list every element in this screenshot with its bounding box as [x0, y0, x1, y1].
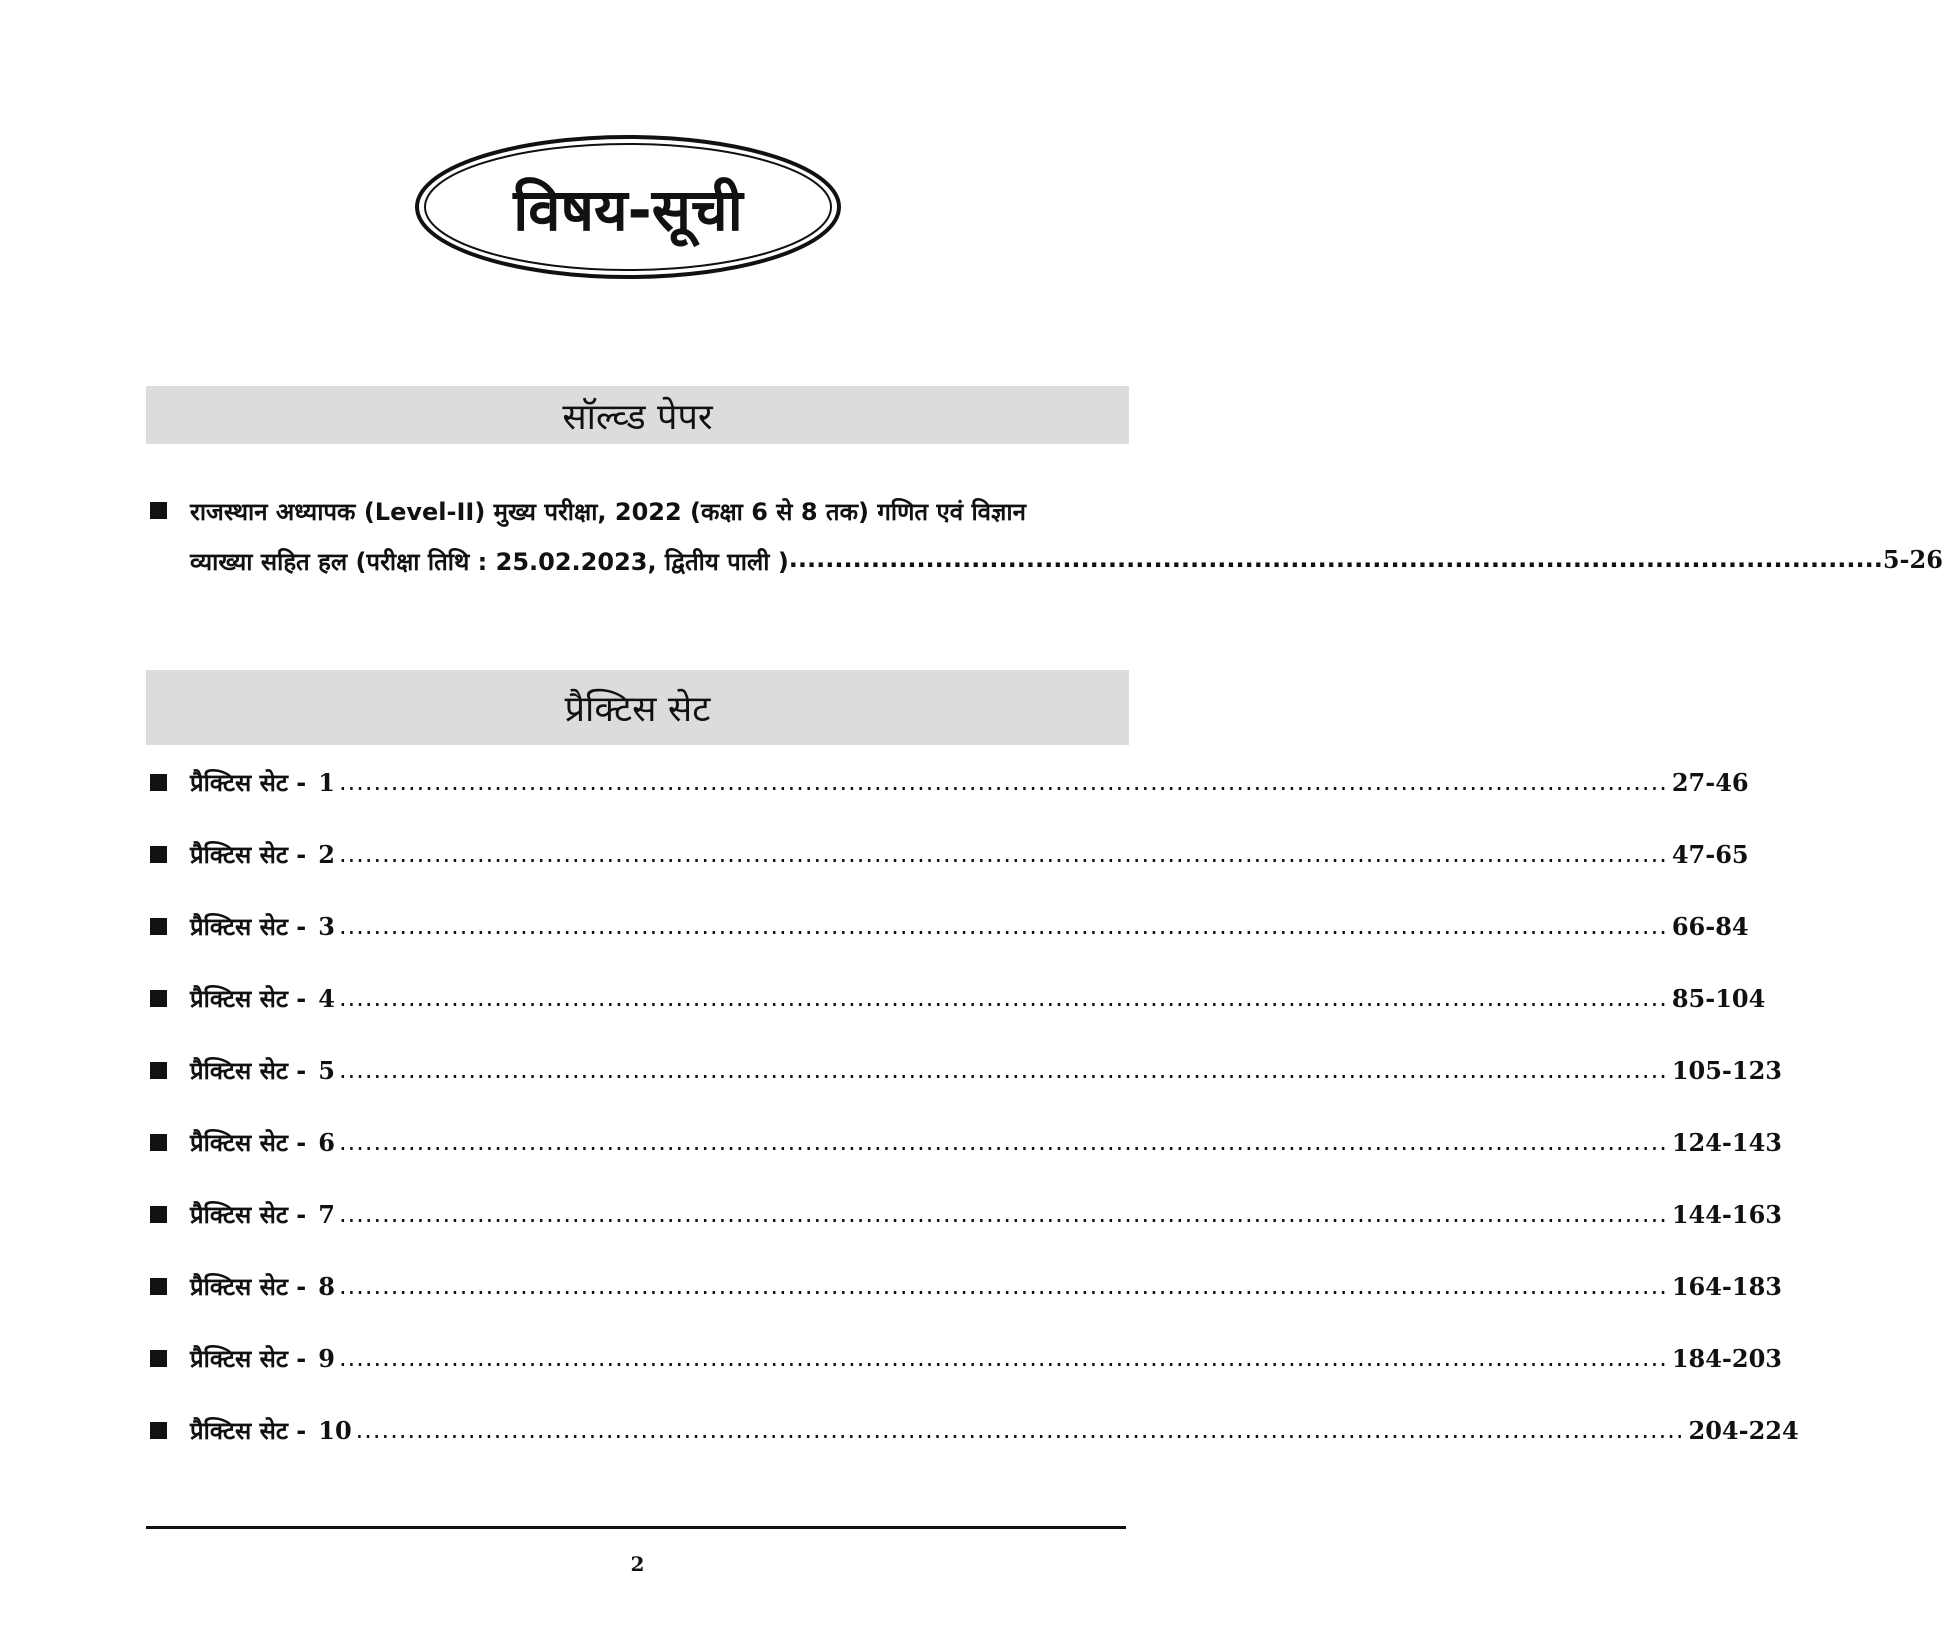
- toc-row-number: 3: [318, 911, 335, 941]
- toc-row-label: प्रैक्टिस सेट -: [190, 1344, 307, 1373]
- toc-row[interactable]: [150, 1338, 1782, 1378]
- bullet-icon: [150, 1278, 167, 1295]
- solved-entry-line-1: राजस्थान अध्यापक (Level-II) मुख्य परीक्षा, 2022 (कक्षा 6 से 8 तक) गणित एवं विज्ञान: [190, 498, 1026, 526]
- toc-row-label: प्रैक्टिस सेट -: [190, 1128, 307, 1157]
- toc-row-number: 8: [318, 1271, 335, 1301]
- toc-row-pages: 184-203: [1671, 1343, 1782, 1373]
- toc-row-label: प्रैक्टिस सेट -: [190, 1416, 307, 1445]
- title-oval: [413, 133, 843, 281]
- toc-row-number: 10: [318, 1415, 352, 1445]
- toc-row[interactable]: [150, 834, 1749, 874]
- bullet-icon: [150, 846, 167, 863]
- page-number: 2: [630, 1552, 645, 1576]
- bullet-icon: [150, 1134, 167, 1151]
- dot-leader: ..........................................................................................................................................................: [338, 1200, 1668, 1228]
- toc-row-label: प्रैक्टिस सेट -: [190, 1272, 307, 1301]
- toc-row[interactable]: [150, 1194, 1782, 1234]
- bullet-icon: [150, 1062, 167, 1079]
- bullet-icon: [150, 1422, 167, 1439]
- toc-row-pages: 47-65: [1671, 839, 1749, 869]
- dot-leader: ..........................................................................................................................................................: [338, 1344, 1668, 1372]
- solved-entry-line-2: [190, 545, 1943, 578]
- toc-row-pages: 85-104: [1671, 983, 1766, 1013]
- toc-row-pages: 27-46: [1671, 767, 1749, 797]
- toc-row[interactable]: [150, 978, 1766, 1018]
- toc-row-label: प्रैक्टिस सेट -: [190, 768, 307, 797]
- toc-row[interactable]: [150, 906, 1749, 946]
- toc-row-pages: 124-143: [1671, 1127, 1782, 1157]
- bullet-icon: [150, 918, 167, 935]
- toc-row-label: प्रैक्टिस सेट -: [190, 984, 307, 1013]
- dot-leader: ..........................................................................................................................................................: [338, 984, 1668, 1012]
- toc-row-pages: 144-163: [1671, 1199, 1782, 1229]
- toc-row[interactable]: [150, 1410, 1799, 1450]
- dot-leader: ..........................................................................................................................................................: [338, 912, 1668, 940]
- bullet-icon: [150, 502, 167, 519]
- solved-entry-pages: 5-26: [1882, 545, 1943, 574]
- toc-row-number: 2: [318, 839, 335, 869]
- toc-row[interactable]: [150, 762, 1749, 802]
- toc-row[interactable]: [150, 1122, 1782, 1162]
- dot-leader: ........................................................................................................................: [788, 545, 1883, 573]
- toc-row-number: 9: [318, 1343, 335, 1373]
- footer-divider: [146, 1526, 1126, 1529]
- toc-row-label: प्रैक्टिस सेट -: [190, 840, 307, 869]
- practice-set-heading: प्रैक्टिस सेट: [146, 670, 1129, 745]
- bullet-icon: [150, 1350, 167, 1367]
- solved-entry-text: व्याख्या सहित हल (परीक्षा तिथि : 25.02.2023, द्वितीय पाली ): [190, 548, 789, 576]
- bullet-icon: [150, 774, 167, 791]
- toc-row-label: प्रैक्टिस सेट -: [190, 1200, 307, 1229]
- toc-row-pages: 105-123: [1671, 1055, 1782, 1085]
- toc-row-number: 5: [318, 1055, 335, 1085]
- toc-row-number: 4: [318, 983, 335, 1013]
- toc-row-pages: 66-84: [1671, 911, 1749, 941]
- toc-row-number: 1: [318, 767, 335, 797]
- dot-leader: ..........................................................................................................................................................: [338, 1056, 1668, 1084]
- dot-leader: ..........................................................................................................................................................: [338, 1128, 1668, 1156]
- toc-row[interactable]: [150, 1050, 1782, 1090]
- toc-row[interactable]: [150, 1266, 1782, 1306]
- bullet-icon: [150, 1206, 167, 1223]
- toc-row-number: 6: [318, 1127, 335, 1157]
- solved-paper-heading: सॉल्व्ड पेपर: [146, 386, 1129, 444]
- dot-leader: ..........................................................................................................................................................: [338, 1272, 1668, 1300]
- page-title: विषय-सूची: [513, 175, 743, 244]
- bullet-icon: [150, 990, 167, 1007]
- toc-row-pages: 164-183: [1671, 1271, 1782, 1301]
- toc-row-pages: 204-224: [1688, 1415, 1799, 1445]
- toc-row-label: प्रैक्टिस सेट -: [190, 912, 307, 941]
- dot-leader: ..........................................................................................................................................................: [338, 840, 1668, 868]
- toc-row-number: 7: [318, 1199, 335, 1229]
- toc-row-label: प्रैक्टिस सेट -: [190, 1056, 307, 1085]
- dot-leader: ..........................................................................................................................................................: [338, 768, 1668, 796]
- dot-leader: ..........................................................................................................................................................: [355, 1416, 1685, 1444]
